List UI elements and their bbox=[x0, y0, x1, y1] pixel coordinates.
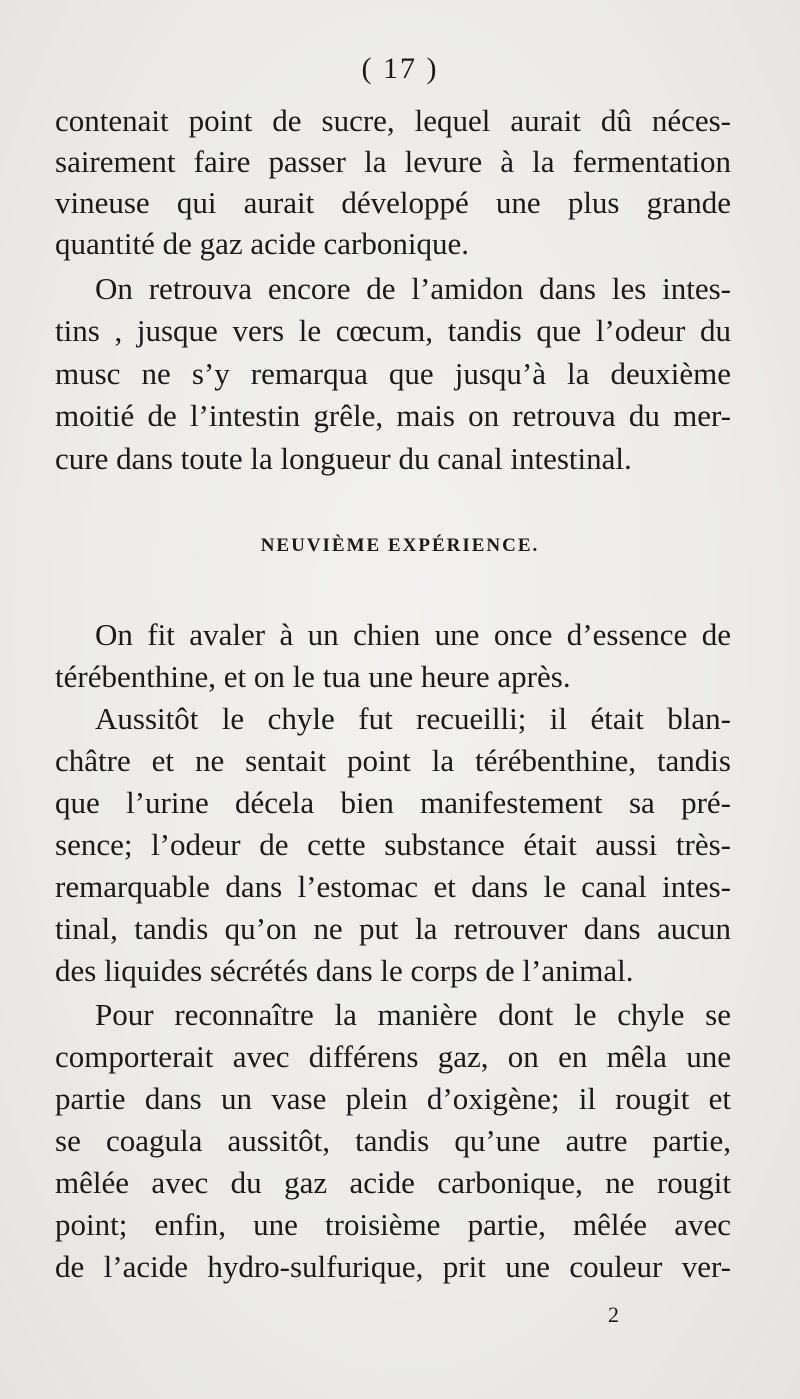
text-line: que l’urine décela bien manifestement sa pré- bbox=[55, 785, 731, 820]
text-line: quantité de gaz acide carbonique. bbox=[55, 226, 469, 261]
text-line: remarquable dans l’estomac et dans le canal intes- bbox=[55, 869, 731, 904]
text-line: sairement faire passer la levure à la fermentation bbox=[55, 144, 731, 179]
text-line: se coagula aussitôt, tandis qu’une autre partie, bbox=[55, 1123, 731, 1158]
section-title: NEUVIÈME EXPÉRIENCE. bbox=[260, 535, 540, 556]
text-line: tinal, tandis qu’on ne put la retrouver dans aucun bbox=[55, 911, 731, 946]
text-line: de l’acide hydro-sulfurique, prit une couleur ver- bbox=[55, 1249, 731, 1284]
text-line: tins , jusque vers le cœcum, tandis que l’odeur du bbox=[55, 313, 731, 348]
text-line: musc ne s’y remarqua que jusqu’à la deuxième bbox=[55, 356, 731, 391]
text-line: point; enfin, une troisième partie, mêlée avec bbox=[55, 1207, 731, 1242]
text-line: On retrouva encore de l’amidon dans les intes- bbox=[95, 271, 731, 306]
text-line: sence; l’odeur de cette substance était aussi très- bbox=[55, 827, 731, 862]
text-line: Pour reconnaître la manière dont le chyle se bbox=[95, 997, 731, 1032]
signature-mark: 2 bbox=[608, 1302, 619, 1327]
text-line: contenait point de sucre, lequel aurait dû néces- bbox=[55, 103, 731, 138]
text-line: châtre et ne sentait point la térébenthine, tandis bbox=[55, 743, 731, 778]
text-line: partie dans un vase plein d’oxigène; il rougit et bbox=[55, 1081, 731, 1116]
text-line: des liquides sécrétés dans le corps de l’animal. bbox=[55, 953, 634, 988]
text-line: Aussitôt le chyle fut recueilli; il était blan- bbox=[95, 701, 731, 736]
text-line: moitié de l’intestin grêle, mais on retrouva du mer- bbox=[55, 398, 731, 433]
text-line: vineuse qui aurait développé une plus grande bbox=[55, 185, 731, 220]
text-line: cure dans toute la longueur du canal intestinal. bbox=[55, 441, 632, 476]
text-line: térébenthine, et on le tua une heure après. bbox=[55, 659, 571, 694]
text-line: On fit avaler à un chien une once d’essence de bbox=[95, 617, 731, 652]
text-line: comporterait avec différens gaz, on en mêla une bbox=[55, 1039, 731, 1074]
page-number-header: ( 17 ) bbox=[361, 52, 439, 85]
text-line: mêlée avec du gaz acide carbonique, ne rougit bbox=[55, 1165, 731, 1200]
